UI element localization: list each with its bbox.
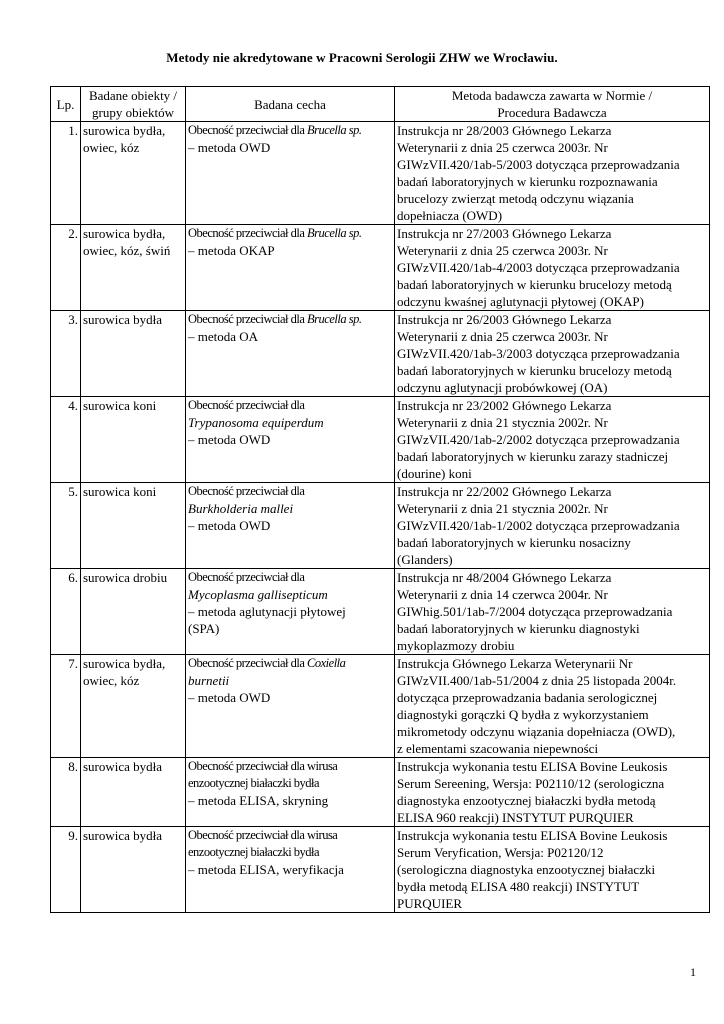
feature-line — [188, 655, 392, 672]
method-line: diagnostyki gorączki Q bydła z wykorzystaniem — [397, 707, 649, 722]
header-lp: Lp. — [51, 87, 81, 122]
header-objects-line1: Badane obiekty / — [88, 88, 178, 103]
table-row — [51, 569, 710, 655]
cell-lp: 3. — [51, 311, 81, 397]
feature-method-line: – metoda OWD — [188, 690, 271, 705]
feature-method-line: (SPA) — [188, 621, 220, 636]
method-line: odczynu aglutynacji probówkowej (OA) — [397, 380, 608, 395]
header-method — [395, 87, 710, 122]
method-line: GIWhig.501/1ab-7/2004 dotycząca przeprowadzania — [397, 604, 673, 619]
cell-feature — [186, 225, 395, 311]
cell-objects — [81, 225, 186, 311]
object-line: owiec, kóz — [83, 673, 140, 688]
method-line: Instrukcja nr 23/2002 Głównego Lekarza — [397, 398, 612, 413]
method-line: Instrukcja Głównego Lekarza Weterynarii Nr — [397, 656, 633, 671]
cell-method — [395, 758, 710, 827]
object-line: surowica bydła — [83, 312, 163, 327]
method-line: Weterynarii z dnia 21 stycznia 2002r. Nr — [397, 501, 608, 516]
table-row — [51, 655, 710, 758]
header-objects-line2: grupy obiektów — [92, 105, 174, 120]
feature-line — [188, 483, 392, 500]
cell-lp: 5. — [51, 483, 81, 569]
method-line: Instrukcja nr 27/2003 Głównego Lekarza — [397, 226, 612, 241]
method-line: Instrukcja wykonania testu ELISA Bovine Leukosis — [397, 759, 668, 774]
method-line: odczynu kwaśnej aglutynacji płytowej (OKAP) — [397, 294, 644, 309]
cell-method — [395, 311, 710, 397]
method-line: Serum Sereening, Wersja: P02110/12 (serologiczna — [397, 776, 665, 791]
cell-feature — [186, 569, 395, 655]
feature-organism-cont: burnetii — [188, 673, 230, 688]
method-line: GIWzVII.420/1ab-1/2002 dotycząca przeprowadzania — [397, 518, 680, 533]
table-row — [51, 483, 710, 569]
feature-method-line: – metoda OWD — [188, 518, 271, 533]
table-row — [51, 225, 710, 311]
method-line: Weterynarii z dnia 14 czerwca 2004r. Nr — [397, 587, 608, 602]
feature-prefix: Obecność przeciwciał dla — [188, 570, 305, 584]
feature-organism: Coxiella — [307, 656, 346, 670]
method-line: (dourine) koni — [397, 466, 472, 481]
cell-method — [395, 483, 710, 569]
cell-lp: 8. — [51, 758, 81, 827]
feature-prefix: Obecność przeciwciał dla wirusa — [188, 759, 338, 773]
cell-lp: 9. — [51, 827, 81, 913]
feature-prefix: Obecność przeciwciał dla wirusa — [188, 828, 338, 842]
method-line: GIWzVII.420/1ab-2/2002 dotycząca przeprowadzania — [397, 432, 680, 447]
page-number: 1 — [690, 965, 696, 979]
feature-line — [188, 827, 392, 844]
cell-method — [395, 827, 710, 913]
table-row — [51, 311, 710, 397]
method-line: badań laboratoryjnych w kierunku nosacizny — [397, 535, 631, 550]
object-line: surowica bydła — [83, 828, 163, 843]
method-line: Weterynarii z dnia 25 czerwca 2003r. Nr — [397, 243, 608, 258]
cell-method — [395, 225, 710, 311]
feature-line — [188, 758, 392, 775]
feature-organism: Brucella sp. — [307, 123, 362, 137]
cell-lp: 6. — [51, 569, 81, 655]
table-row — [51, 827, 710, 913]
feature-prefix: Obecność przeciwciał dla — [188, 398, 305, 412]
feature-organism: Brucella sp. — [307, 226, 362, 240]
method-line: PURQUIER — [397, 896, 463, 911]
method-line: dotycząca przeprowadzania badania serologicznej — [397, 690, 658, 705]
cell-objects — [81, 311, 186, 397]
method-line: z elementami szacowania niepewności — [397, 741, 599, 756]
cell-objects — [81, 483, 186, 569]
feature-line — [188, 122, 392, 139]
object-line: owiec, kóz — [83, 140, 140, 155]
header-objects — [81, 87, 186, 122]
feature-method-line: – metoda OWD — [188, 140, 271, 155]
method-line: Weterynarii z dnia 25 czerwca 2003r. Nr — [397, 140, 608, 155]
method-line: dopełniacza (OWD) — [397, 208, 503, 223]
cell-lp: 4. — [51, 397, 81, 483]
cell-feature — [186, 483, 395, 569]
object-line: surowica koni — [83, 484, 157, 499]
feature-organism: Brucella sp. — [307, 312, 362, 326]
object-line: surowica bydła, — [83, 226, 166, 241]
table-header-row — [51, 87, 710, 122]
header-method-line2: Procedura Badawcza — [497, 105, 607, 120]
feature-line: enzootycznej białaczki bydła — [188, 845, 320, 859]
cell-lp: 2. — [51, 225, 81, 311]
feature-method-line: – metoda ELISA, skryning — [188, 793, 329, 808]
method-line: badań laboratoryjnych w kierunku brucelozy metodą — [397, 277, 672, 292]
method-line: Instrukcja nr 48/2004 Głównego Lekarza — [397, 570, 612, 585]
feature-organism: Burkholderia mallei — [188, 501, 294, 516]
object-line: surowica drobiu — [83, 570, 168, 585]
object-line: owiec, kóz, świń — [83, 243, 171, 258]
object-line: surowica bydła — [83, 759, 163, 774]
feature-prefix: Obecność przeciwciał dla — [188, 123, 308, 137]
cell-feature — [186, 397, 395, 483]
feature-prefix: Obecność przeciwciał dla — [188, 656, 308, 670]
header-method-line1: Metoda badawcza zawarta w Normie / — [451, 88, 653, 103]
feature-method-line: – metoda OA — [188, 329, 259, 344]
method-line: GIWzVII.400/1ab-51/2004 z dnia 25 listopada 2004r. — [397, 673, 677, 688]
cell-feature — [186, 122, 395, 225]
cell-objects — [81, 122, 186, 225]
cell-method — [395, 569, 710, 655]
method-line: mykoplazmozy drobiu — [397, 638, 515, 653]
method-line: diagnostyka enzootycznej białaczki bydła metodą — [397, 793, 656, 808]
header-feature: Badana cecha — [186, 87, 395, 122]
feature-organism: Mycoplasma gallisepticum — [188, 587, 328, 602]
object-line: surowica koni — [83, 398, 157, 413]
cell-lp: 7. — [51, 655, 81, 758]
method-line: Serum Veryfication, Wersja: P02120/12 — [397, 845, 604, 860]
methods-table — [50, 86, 710, 913]
method-line: mikrometody odczynu wiązania dopełniacza (OWD), — [397, 724, 676, 739]
method-line: Instrukcja nr 22/2002 Głównego Lekarza — [397, 484, 612, 499]
feature-prefix: Obecność przeciwciał dla — [188, 312, 308, 326]
method-line: (Glanders) — [397, 552, 453, 567]
cell-objects — [81, 397, 186, 483]
method-line: badań laboratoryjnych w kierunku zarazy stadniczej — [397, 449, 669, 464]
object-line: surowica bydła, — [83, 123, 166, 138]
cell-objects — [81, 758, 186, 827]
method-line: badań laboratoryjnych w kierunku brucelozy metodą — [397, 363, 672, 378]
feature-method-line: – metoda OKAP — [188, 243, 275, 258]
method-line: ELISA 960 reakcji) INSTYTUT PURQUIER — [397, 810, 634, 825]
feature-line — [188, 569, 392, 586]
cell-objects — [81, 569, 186, 655]
cell-objects — [81, 827, 186, 913]
method-line: GIWzVII.420/1ab-3/2003 dotycząca przeprowadzania — [397, 346, 680, 361]
cell-method — [395, 655, 710, 758]
cell-method — [395, 122, 710, 225]
table-row — [51, 122, 710, 225]
method-line: (serologiczna diagnostyka enzootycznej białaczki — [397, 862, 656, 877]
feature-line — [188, 397, 392, 414]
page-title: Metody nie akredytowane w Pracowni Serologii ZHW we Wrocławiu. — [166, 50, 558, 65]
feature-method-line: – metoda OWD — [188, 432, 271, 447]
feature-method-line: – metoda aglutynacji płytowej — [188, 604, 346, 619]
cell-objects — [81, 655, 186, 758]
feature-prefix: Obecność przeciwciał dla — [188, 484, 305, 498]
method-line: GIWzVII.420/1ab-5/2003 dotycząca przeprowadzania — [397, 157, 680, 172]
cell-method — [395, 397, 710, 483]
method-line: Weterynarii z dnia 21 stycznia 2002r. Nr — [397, 415, 608, 430]
method-line: brucelozy zwierząt metodą odczynu wiązania — [397, 191, 634, 206]
cell-feature — [186, 311, 395, 397]
feature-method-line: – metoda ELISA, weryfikacja — [188, 862, 344, 877]
table-row — [51, 758, 710, 827]
table-row — [51, 397, 710, 483]
object-line: surowica bydła, — [83, 656, 166, 671]
cell-feature — [186, 655, 395, 758]
feature-line — [188, 225, 392, 242]
feature-prefix: Obecność przeciwciał dla — [188, 226, 308, 240]
feature-line: enzootycznej białaczki bydła — [188, 776, 320, 790]
method-line: Weterynarii z dnia 25 czerwca 2003r. Nr — [397, 329, 608, 344]
cell-feature — [186, 758, 395, 827]
cell-feature — [186, 827, 395, 913]
method-line: GIWzVII.420/1ab-4/2003 dotycząca przeprowadzania — [397, 260, 680, 275]
feature-line — [188, 311, 392, 328]
feature-organism: Trypanosoma equiperdum — [188, 415, 324, 430]
method-line: Instrukcja nr 26/2003 Głównego Lekarza — [397, 312, 612, 327]
method-line: bydła metodą ELISA 480 reakcji) INSTYTUT — [397, 879, 640, 894]
cell-lp: 1. — [51, 122, 81, 225]
method-line: Instrukcja wykonania testu ELISA Bovine Leukosis — [397, 828, 668, 843]
method-line: Instrukcja nr 28/2003 Głównego Lekarza — [397, 123, 612, 138]
method-line: badań laboratoryjnych w kierunku diagnostyki — [397, 621, 640, 636]
method-line: badań laboratoryjnych w kierunku rozpoznawania — [397, 174, 658, 189]
